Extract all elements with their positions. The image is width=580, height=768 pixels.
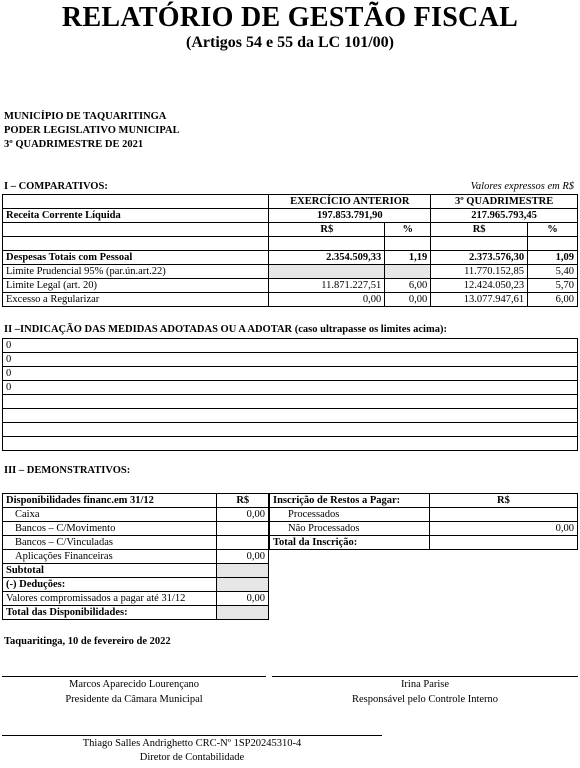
report-title: RELATÓRIO DE GESTÃO FISCAL (61, 2, 519, 33)
legislative-power: PODER LEGISLATIVO MUNICIPAL (4, 125, 180, 136)
availability-table (2, 493, 269, 620)
row-curr-value: 11.770.152,85 (431, 265, 528, 279)
caixa-value: 0,00 (217, 508, 269, 522)
signature-right-name: Irina Parise (400, 679, 450, 690)
bancos-movimento-label: Bancos – C/Movimento (3, 522, 217, 536)
table-row (3, 251, 578, 265)
row-prev-pct (385, 265, 431, 279)
row-label: Excesso a Regularizar (3, 293, 269, 307)
aplicacoes-label: Aplicações Financeiras (3, 550, 217, 564)
municipality-name: MUNICÍPIO DE TAQUARITINGA (4, 111, 167, 122)
processados-label: Processados (270, 508, 430, 522)
col-previous-year: EXERCÍCIO ANTERIOR (269, 195, 431, 209)
row-curr-pct: 5,40 (528, 265, 578, 279)
signature-bottom-name: Thiago Salles Andrighetto CRC-Nº 1SP20245310-4 (82, 738, 302, 749)
signature-left-name: Marcos Aparecido Lourençano (68, 679, 200, 690)
row-prev-pct: 1,19 (385, 251, 431, 265)
measure-line (3, 423, 578, 437)
rcl-label: Receita Corrente Líquida (3, 209, 269, 223)
caixa-label: Caixa (3, 508, 217, 522)
signature-left-role: Presidente da Câmara Municipal (65, 694, 203, 705)
row-curr-value: 12.424.050,23 (431, 279, 528, 293)
row-curr-value: 2.373.576,30 (431, 251, 528, 265)
deducoes-label: (-) Deduções: (3, 578, 217, 592)
section-comparatives-title: I – COMPARATIVOS: (4, 181, 108, 192)
measure-line: 0 (3, 381, 578, 395)
currency-header: R$ (431, 223, 528, 237)
measure-line (3, 395, 578, 409)
availability-header: Disponibilidades financ.em 31/12 (3, 494, 217, 508)
measure-line: 0 (3, 367, 578, 381)
signature-line-right (272, 676, 578, 677)
measure-line (3, 437, 578, 451)
currency-note: Valores expressos em R$ (470, 181, 574, 192)
restos-header: Inscrição de Restos a Pagar: (270, 494, 430, 508)
aplicacoes-value: 0,00 (217, 550, 269, 564)
row-curr-pct: 6,00 (528, 293, 578, 307)
percent-header: % (385, 223, 431, 237)
row-prev-value: 11.871.227,51 (269, 279, 385, 293)
bancos-vinculadas-label: Bancos – C/Vinculadas (3, 536, 217, 550)
measure-line: 0 (3, 339, 578, 353)
nao-processados-value: 0,00 (429, 522, 577, 536)
nao-processados-label: Não Processados (270, 522, 430, 536)
table-row (3, 279, 578, 293)
table-row (3, 293, 578, 307)
row-prev-pct: 0,00 (385, 293, 431, 307)
percent-header: % (528, 223, 578, 237)
report-period: 3º QUADRIMESTRE DE 2021 (4, 139, 144, 150)
row-curr-pct: 1,09 (528, 251, 578, 265)
row-prev-value: 2.354.509,33 (269, 251, 385, 265)
table-row (3, 265, 578, 279)
section-statements-title: III – DEMONSTRATIVOS: (4, 465, 131, 476)
signature-line-left (2, 676, 266, 677)
row-prev-value (269, 265, 385, 279)
measures-table (2, 338, 578, 451)
valores-compromissados-label: Valores compromissados a pagar até 31/12 (3, 592, 217, 606)
currency-header: R$ (217, 494, 269, 508)
signature-right-role: Responsável pelo Controle Interno (351, 694, 499, 705)
rcl-current: 217.965.793,45 (431, 209, 578, 223)
comparatives-table (2, 194, 578, 307)
section-measures-title: II –INDICAÇÃO DAS MEDIDAS ADOTADAS OU A ADOTAR (caso ultrapasse os limites acima): (4, 324, 447, 335)
total-disponibilidades-label: Total das Disponibilidades: (3, 606, 217, 620)
total-inscricao-label: Total da Inscrição: (270, 536, 430, 550)
date-line: Taquaritinga, 10 de fevereiro de 2022 (4, 636, 171, 647)
row-prev-value: 0,00 (269, 293, 385, 307)
report-subtitle: (Artigos 54 e 55 da LC 101/00) (186, 34, 394, 51)
row-prev-pct: 6,00 (385, 279, 431, 293)
signature-bottom-role: Diretor de Contabilidade (139, 752, 245, 763)
currency-header: R$ (429, 494, 577, 508)
row-label: Limite Legal (art. 20) (3, 279, 269, 293)
currency-header: R$ (269, 223, 385, 237)
measure-line (3, 409, 578, 423)
valores-compromissados-value: 0,00 (217, 592, 269, 606)
subtotal-label: Subtotal (3, 564, 217, 578)
row-label: Despesas Totais com Pessoal (3, 251, 269, 265)
measure-line: 0 (3, 353, 578, 367)
row-label: Limite Prudencial 95% (par.ún.art.22) (3, 265, 269, 279)
col-current-quarter: 3º QUADRIMESTRE (431, 195, 578, 209)
rcl-previous: 197.853.791,90 (269, 209, 431, 223)
signature-line-bottom (2, 735, 382, 736)
row-curr-value: 13.077.947,61 (431, 293, 528, 307)
row-curr-pct: 5,70 (528, 279, 578, 293)
restos-table (269, 493, 578, 550)
